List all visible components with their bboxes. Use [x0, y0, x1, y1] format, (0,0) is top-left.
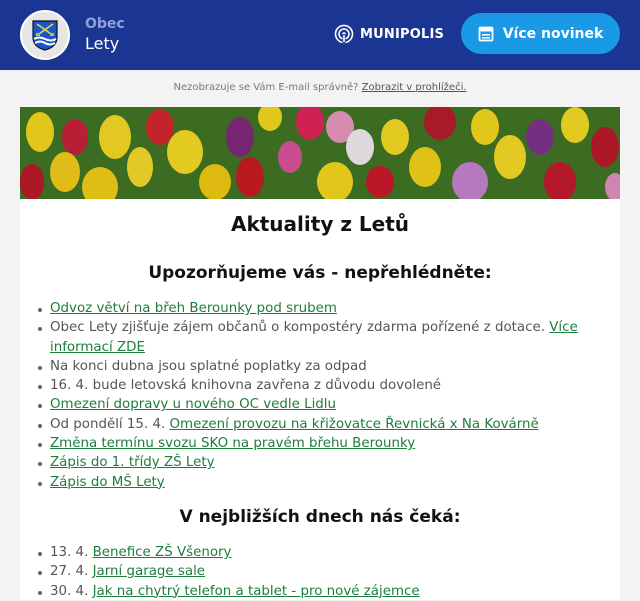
news-link[interactable]: Zápis do 1. třídy ZŠ Lety: [50, 455, 215, 471]
event-link[interactable]: Benefice ZŠ Všenory: [92, 544, 232, 560]
list-item: [50, 434, 620, 453]
event-date: 27. 4.: [50, 564, 89, 580]
newsletter-card: [20, 107, 620, 600]
org-kicker: Obec: [85, 16, 125, 32]
header: [0, 0, 640, 70]
notice-text: Nezobrazuje se Vám E-mail správně?: [173, 82, 359, 93]
coat-of-arms-icon: [31, 19, 59, 51]
platform-label: MUNIPOLIS: [360, 26, 445, 42]
list-item: [50, 395, 620, 414]
list-item: [50, 415, 620, 434]
list-item: [50, 376, 620, 395]
list-item: [50, 357, 620, 376]
item-text: 16. 4. bude letovská knihovna zavřena z důvodu dovolené: [50, 378, 442, 394]
news-link[interactable]: Omezení provozu na křižovatce Řevnická x Na Kovárně: [169, 416, 539, 432]
events-list: [20, 543, 620, 601]
news-link[interactable]: Změna termínu svozu SKO na pravém břehu Berounky: [50, 436, 416, 452]
section-heading-events: V nejbližších dnech nás čeká:: [179, 506, 461, 527]
event-link[interactable]: Jak na chytrý telefon a tablet - pro nové zájemce: [92, 583, 420, 599]
news-link[interactable]: Více informací ZDE: [50, 320, 578, 355]
event-date: 30. 4.: [50, 583, 89, 599]
view-in-browser-notice: [0, 82, 640, 96]
list-item: [50, 543, 620, 562]
more-news-button[interactable]: [461, 13, 620, 54]
item-text: Od pondělí 15. 4.: [50, 416, 166, 432]
more-news-label: Více novinek: [502, 25, 604, 42]
newsletter-title: Aktuality z Letů: [230, 212, 410, 236]
view-in-browser-link[interactable]: Zobrazit v prohlížeči.: [361, 82, 467, 93]
list-item: [50, 453, 620, 472]
notices-list: [20, 299, 620, 492]
item-text: Na konci dubna jsou splatné poplatky za odpad: [50, 358, 367, 374]
tulip-banner-image: [20, 107, 620, 199]
event-link[interactable]: Jarní garage sale: [92, 564, 206, 580]
newspaper-icon: [478, 26, 494, 42]
list-item: [7, 318, 620, 357]
munipolis-logo[interactable]: [334, 24, 444, 44]
news-link[interactable]: Zápis do MŠ Lety: [50, 474, 165, 490]
list-item: [50, 582, 620, 601]
broadcast-icon: [334, 24, 354, 44]
news-link[interactable]: Omezení dopravy u nového OC vedle Lidlu: [50, 397, 336, 413]
event-date: 13. 4.: [50, 544, 89, 560]
item-text: Obec Lety zjišťuje zájem občanů o kompostéry zdarma pořízené z dotace.: [50, 320, 545, 336]
list-item: [50, 473, 620, 492]
brand: [85, 14, 125, 54]
municipality-logo[interactable]: [20, 10, 70, 60]
news-link[interactable]: Odvoz větví na břeh Berounky pod srubem: [50, 301, 337, 316]
section-heading-notices: Upozorňujeme vás - nepřehlédněte:: [148, 263, 492, 283]
list-item: [50, 299, 620, 318]
org-name: Lety: [85, 34, 120, 53]
list-item: [50, 562, 620, 581]
